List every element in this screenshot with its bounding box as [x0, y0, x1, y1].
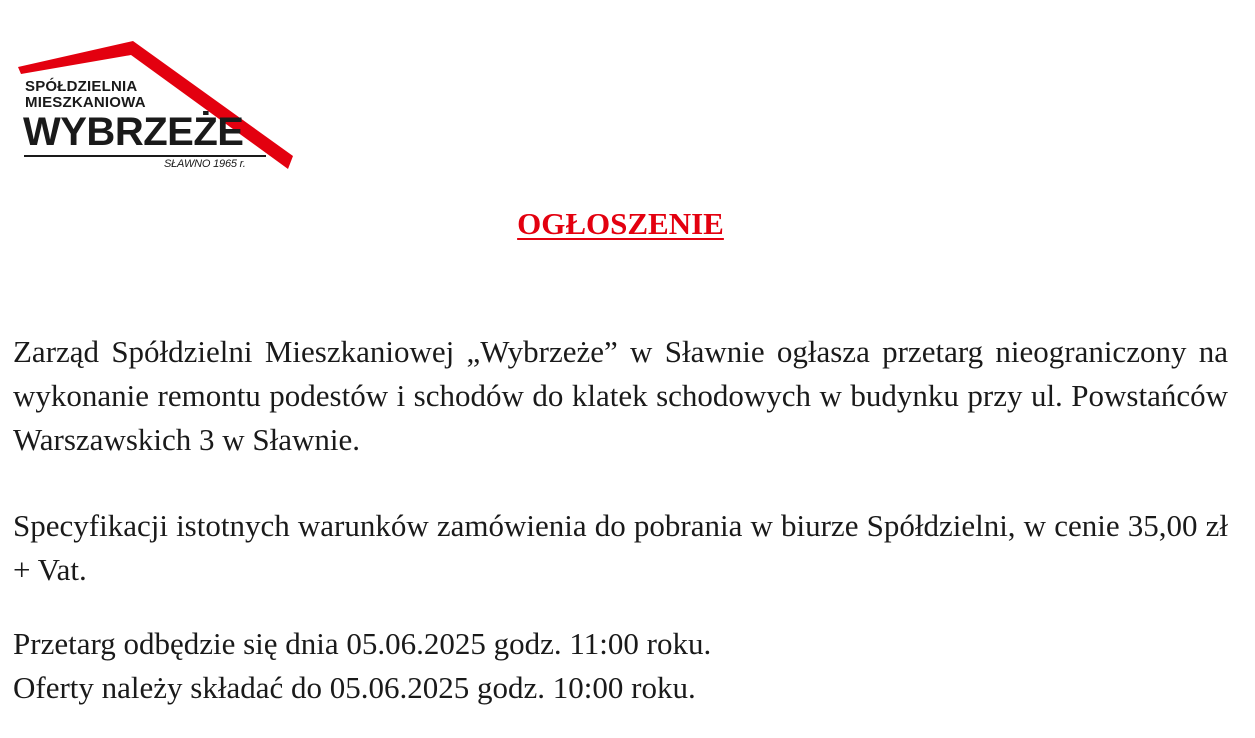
announcement-heading: OGŁOSZENIE [517, 206, 724, 241]
tender-date-line: Przetarg odbędzie się dnia 05.06.2025 godz. 11:00 roku. [13, 626, 712, 661]
cooperative-logo [18, 38, 300, 174]
logo-text-line1: SPÓŁDZIELNIA [25, 78, 138, 95]
announcement-paragraph-specification: Specyfikacji istotnych warunków zamówienia do pobrania w biurze Spółdzielni, w cenie 35,00 zł + Vat. [13, 508, 1228, 587]
logo-text-location: SŁAWNO 1965 r. [164, 158, 246, 170]
offer-deadline-line: Oferty należy składać do 05.06.2025 godz. 10:00 roku. [13, 670, 696, 705]
announcement-paragraph-dates [13, 622, 1228, 710]
logo-text-line2: MIESZKANIOWA [25, 94, 146, 111]
announcement-paragraph-tender: Zarząd Spółdzielni Mieszkaniowej „Wybrzeże” w Sławnie ogłasza przetarg nieograniczony na wykonanie remontu podestów i schodów do klatek schodowych w budynku przy ul. Powstańców Warszawskich 3 w Sławnie. [13, 334, 1228, 457]
logo-text-brand: WYBRZEŻE [23, 110, 244, 154]
